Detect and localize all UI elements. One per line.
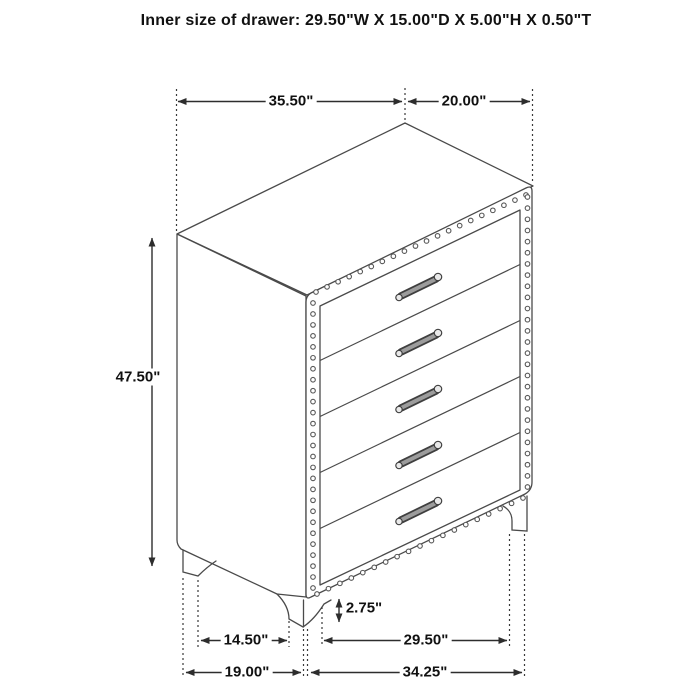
nailhead-stud bbox=[311, 399, 316, 404]
nailhead-stud bbox=[525, 362, 530, 367]
nailhead-stud bbox=[525, 295, 530, 300]
handle-end-ring bbox=[434, 329, 441, 336]
nailhead-stud bbox=[347, 274, 352, 279]
handle-end-ring bbox=[434, 273, 441, 280]
nailhead-stud bbox=[325, 285, 330, 290]
nailhead-stud bbox=[525, 451, 530, 456]
nailhead-stud bbox=[311, 476, 316, 481]
nailhead-stud bbox=[311, 432, 316, 437]
nailhead-stud bbox=[525, 239, 530, 244]
nailhead-stud bbox=[338, 581, 343, 586]
nailhead-stud bbox=[452, 528, 457, 533]
handle-end-ring bbox=[434, 385, 441, 392]
nailhead-stud bbox=[525, 228, 530, 233]
figure-title: Inner size of drawer: 29.50"W X 15.00"D X 5.00"H X 0.50"T bbox=[138, 12, 595, 30]
nailhead-stud bbox=[314, 290, 319, 295]
nailhead-stud bbox=[311, 465, 316, 470]
nailhead-stud bbox=[391, 254, 396, 259]
nailhead-stud bbox=[395, 554, 400, 559]
nailhead-stud bbox=[383, 560, 388, 565]
left-side-face bbox=[177, 234, 306, 597]
nailhead-stud bbox=[525, 340, 530, 345]
dim-label-leg-height: 2.75" bbox=[343, 600, 385, 617]
handle-end-hook bbox=[396, 350, 402, 356]
nailhead-stud bbox=[311, 586, 316, 591]
nailhead-stud bbox=[311, 312, 316, 317]
nailhead-stud bbox=[406, 549, 411, 554]
nailhead-stud bbox=[525, 407, 530, 412]
nailhead-stud bbox=[498, 506, 503, 511]
nailhead-stud bbox=[525, 373, 530, 378]
nailhead-stud bbox=[429, 538, 434, 543]
nailhead-stud bbox=[457, 223, 462, 228]
nailhead-stud bbox=[402, 249, 407, 254]
nailhead-stud bbox=[509, 501, 514, 506]
nailhead-stud bbox=[446, 228, 451, 233]
nailhead-stud bbox=[525, 418, 530, 423]
nailhead-stud bbox=[525, 273, 530, 278]
nailhead-stud bbox=[380, 259, 385, 264]
nailhead-stud bbox=[311, 334, 316, 339]
nailhead-stud bbox=[525, 317, 530, 322]
nailhead-stud bbox=[525, 351, 530, 356]
nailhead-stud bbox=[413, 244, 418, 249]
dim-label-overall-height: 47.50" bbox=[113, 369, 164, 386]
nailhead-stud bbox=[372, 565, 377, 570]
dim-label-side-overall-depth: 19.00" bbox=[222, 664, 273, 681]
handle-end-ring bbox=[434, 497, 441, 504]
nailhead-stud bbox=[311, 520, 316, 525]
nailhead-stud bbox=[525, 485, 530, 490]
dim-label-drawer-opening-width: 29.50" bbox=[401, 632, 452, 649]
nailhead-stud bbox=[418, 544, 423, 549]
nailhead-stud bbox=[525, 474, 530, 479]
handle-end-hook bbox=[396, 462, 402, 468]
chest-body bbox=[177, 123, 533, 598]
nailhead-stud bbox=[311, 443, 316, 448]
dim-label-back-to-front-leg: 14.50" bbox=[221, 632, 272, 649]
nailhead-stud bbox=[311, 345, 316, 350]
dim-label-top-width: 35.50" bbox=[266, 93, 317, 110]
nailhead-stud bbox=[311, 421, 316, 426]
nailhead-stud bbox=[326, 586, 331, 591]
nailhead-stud bbox=[311, 366, 316, 371]
nailhead-stud bbox=[525, 429, 530, 434]
handle-end-hook bbox=[396, 518, 402, 524]
handle-end-hook bbox=[396, 406, 402, 412]
nailhead-stud bbox=[463, 522, 468, 527]
nailhead-stud bbox=[311, 301, 316, 306]
nailhead-stud bbox=[491, 208, 496, 213]
nailhead-stud bbox=[311, 542, 316, 547]
nailhead-stud bbox=[311, 553, 316, 558]
nailhead-stud bbox=[369, 264, 374, 269]
nailhead-stud bbox=[360, 570, 365, 575]
nailhead-stud bbox=[525, 306, 530, 311]
nailhead-stud bbox=[311, 498, 316, 503]
nailhead-stud bbox=[349, 576, 354, 581]
nailhead-stud bbox=[311, 564, 316, 569]
nailhead-stud bbox=[311, 410, 316, 415]
nailhead-stud bbox=[311, 356, 316, 361]
handle-end-hook bbox=[396, 294, 402, 300]
nailhead-stud bbox=[311, 487, 316, 492]
nailhead-stud bbox=[525, 250, 530, 255]
nailhead-stud bbox=[468, 218, 473, 223]
nailhead-stud bbox=[525, 462, 530, 467]
nailhead-stud bbox=[479, 213, 484, 218]
nailhead-stud bbox=[311, 377, 316, 382]
nailhead-stud bbox=[525, 206, 530, 211]
nailhead-stud bbox=[525, 284, 530, 289]
dim-label-front-overall-width: 34.25" bbox=[400, 664, 451, 681]
nailhead-stud bbox=[315, 592, 320, 597]
nailhead-stud bbox=[311, 509, 316, 514]
nailhead-stud bbox=[311, 575, 316, 580]
nailhead-stud bbox=[311, 388, 316, 393]
nailhead-stud bbox=[311, 531, 316, 536]
nailhead-stud bbox=[441, 533, 446, 538]
nailhead-stud bbox=[525, 217, 530, 222]
nailhead-stud bbox=[311, 454, 316, 459]
nailhead-stud bbox=[525, 195, 530, 200]
nailhead-stud bbox=[525, 395, 530, 400]
nailhead-stud bbox=[336, 279, 341, 284]
nailhead-stud bbox=[525, 384, 530, 389]
nailhead-stud bbox=[521, 496, 526, 501]
handle-end-ring bbox=[434, 441, 441, 448]
dim-label-top-depth: 20.00" bbox=[439, 93, 490, 110]
nailhead-stud bbox=[525, 440, 530, 445]
nailhead-stud bbox=[475, 517, 480, 522]
nailhead-stud bbox=[358, 269, 363, 274]
nailhead-stud bbox=[513, 198, 518, 203]
nailhead-stud bbox=[435, 234, 440, 239]
nailhead-stud bbox=[424, 239, 429, 244]
nailhead-stud bbox=[502, 203, 507, 208]
nailhead-stud bbox=[525, 262, 530, 267]
nailhead-stud bbox=[486, 512, 491, 517]
nailhead-stud bbox=[525, 329, 530, 334]
nailhead-stud bbox=[311, 323, 316, 328]
